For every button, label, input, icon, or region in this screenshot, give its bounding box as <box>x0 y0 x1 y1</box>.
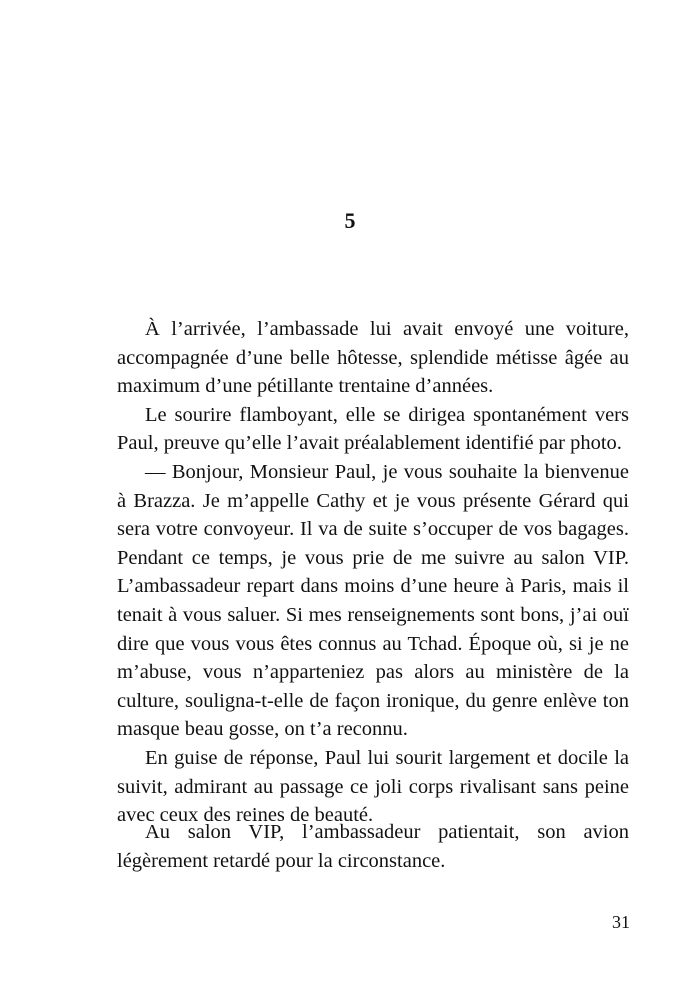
page-number: 31 <box>612 912 630 932</box>
text-block-main <box>117 315 629 830</box>
paragraph: En guise de réponse, Paul lui sourit largement et docile la suivit, admirant au passage ce joli corps rivalisant sans peine avec ceux des reines de beauté. <box>117 746 629 827</box>
paragraph: À l’arrivée, l’ambassade lui avait envoyé une voiture, accompagnée d’une belle hôtesse, splendide métisse âgée au maximum d’une pétillante trentaine d’années. <box>117 318 629 398</box>
chapter-number: 5 <box>344 208 356 233</box>
text-block-closing <box>117 818 629 875</box>
paragraph: Au salon VIP, l’ambassadeur patientait, son avion légèrement retardé pour la circonstance. <box>117 821 629 872</box>
paragraph: — Bonjour, Monsieur Paul, je vous souhaite la bienvenue à Brazza. Je m’appelle Cathy et je vous présente Gérard qui sera votre convoyeur. Il va de suite s’occuper de vos bagages. Pendant ce temps, je vous prie de me suivre au salon VIP. L’ambassadeur repart dans moins d’une heure à Paris, mais il tenait à vous saluer. Si mes renseignements sont bons, j’ai ouï dire que vous vous êtes connus au Tchad. Époque où, si je ne m’abuse, vous n’apparteniez pas alors au ministère de la culture, souligna-t-elle de façon ironique, du genre enlève ton masque beau gosse, on t’a reconnu. <box>117 460 629 741</box>
paragraph: Le sourire flamboyant, elle se dirigea spontanément vers Paul, preuve qu’elle l’avait préalablement identifié par photo. <box>117 403 629 455</box>
